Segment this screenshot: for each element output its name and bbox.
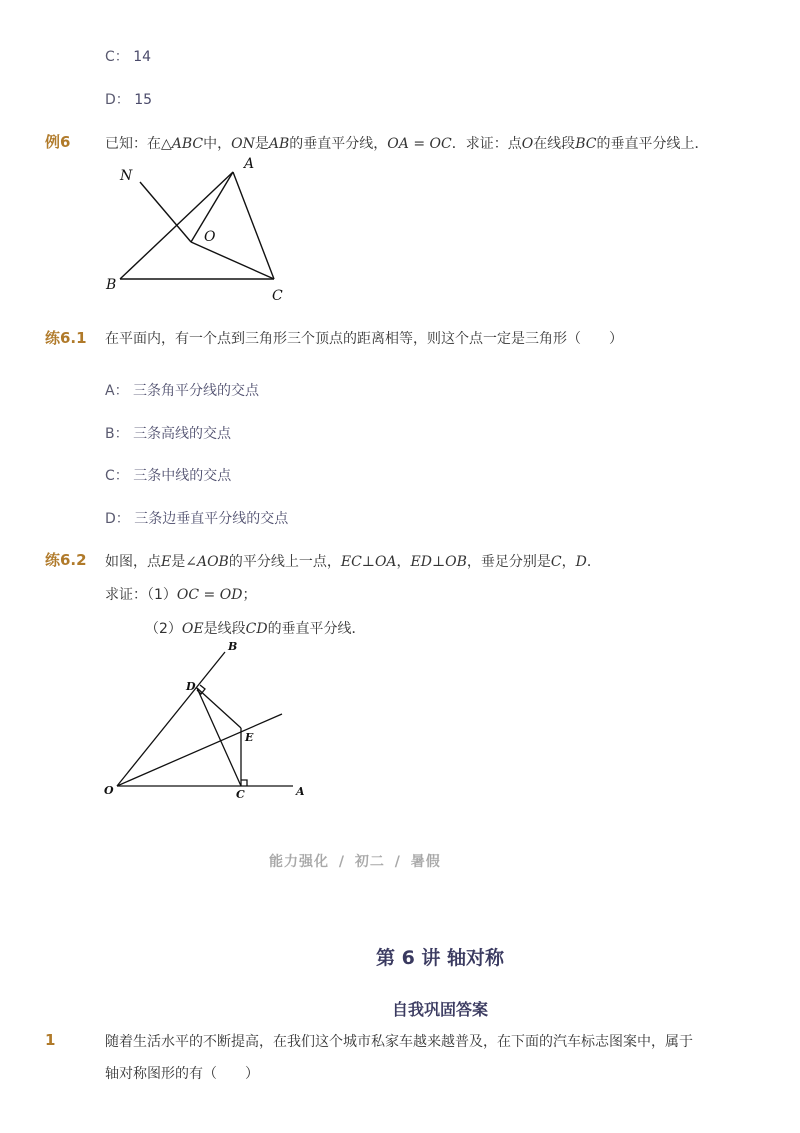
option-text: 三条角平分线的交点 <box>133 383 260 399</box>
statement-text: ， <box>396 554 411 570</box>
statement-text: 如图，点 <box>105 554 161 570</box>
statement-text: ，垂足分别是 <box>466 554 551 570</box>
exercise-label: 练6.2 <box>45 551 87 569</box>
option-text: 三条边垂直平分线的交点 <box>134 511 289 527</box>
option-letter: C： <box>105 468 129 484</box>
ray-ob <box>117 652 225 786</box>
statement-text: 是 <box>254 136 269 152</box>
statement-text: 是线段 <box>203 621 246 637</box>
segment-ed <box>197 688 241 728</box>
bisector-oe <box>117 714 282 786</box>
line-no <box>140 182 191 242</box>
statement-text: ．求证：点 <box>451 136 522 152</box>
math-segment: OE <box>181 621 204 637</box>
angle-bisector-figure <box>0 630 800 810</box>
math-perpendicular: ED⊥OB <box>410 554 467 570</box>
triangle-figure <box>0 0 800 320</box>
math-point: E <box>161 554 172 570</box>
math-point: D <box>575 554 587 570</box>
segment-dc <box>197 688 241 786</box>
statement-text: 的垂直平分线， <box>289 136 388 152</box>
label-c: C <box>272 288 283 304</box>
label-d: D <box>186 680 196 693</box>
math-segment: AB <box>268 136 290 152</box>
label-a: A <box>296 785 305 798</box>
statement-text: ； <box>242 587 257 603</box>
statement-text: 中， <box>203 136 232 152</box>
question-line-2: 轴对称图形的有（ ） <box>105 1066 259 1082</box>
statement-text: 的垂直平分线． <box>267 621 366 637</box>
label-b: B <box>106 277 117 293</box>
label-o: O <box>104 784 114 797</box>
page-footer <box>269 851 441 871</box>
math-angle: ∠AOB <box>185 554 229 570</box>
statement-text: 已知：在 <box>105 136 161 152</box>
chapter-title: 第 6 讲 轴对称 <box>375 947 505 969</box>
question-line-1: 随着生活水平的不断提高，在我们这个城市私家车越来越普及，在下面的汽车标志图案中，属于 <box>105 1034 693 1050</box>
option-letter: B： <box>105 426 129 442</box>
option-text: 三条中线的交点 <box>133 468 232 484</box>
math-segment: CD <box>245 621 268 637</box>
math-segment: BC <box>575 136 597 152</box>
exercise-question: 在平面内，有一个点到三角形三个顶点的距离相等，则这个点一定是三角形（ ） <box>105 331 623 347</box>
footer-separator: / <box>338 854 345 870</box>
statement-text: 在线段 <box>533 136 576 152</box>
statement-text: 的垂直平分线上． <box>596 136 709 152</box>
math-triangle: △ABC <box>161 136 204 152</box>
option-letter: A： <box>105 383 129 399</box>
option-letter: D： <box>105 92 130 108</box>
label-e: E <box>245 731 254 744</box>
option-letter: D： <box>105 511 130 527</box>
option-c <box>105 465 231 485</box>
exercise-statement <box>105 551 601 571</box>
footer-text: 暑假 <box>410 854 441 870</box>
option-b <box>105 423 231 443</box>
option-d <box>105 508 288 528</box>
statement-text: ， <box>561 554 576 570</box>
statement-text: 的平分线上一点， <box>228 554 341 570</box>
statement-text: ． <box>586 554 601 570</box>
math-perpendicular: EC⊥OA <box>340 554 397 570</box>
math-point: O <box>521 136 534 152</box>
math-point: C <box>550 554 562 570</box>
label-n: N <box>120 168 133 184</box>
option-text: 14 <box>133 49 152 65</box>
section-title: 自我巩固答案 <box>391 1000 488 1019</box>
right-angle-c <box>241 780 247 786</box>
option-text: 三条高线的交点 <box>133 426 232 442</box>
option-text: 15 <box>134 92 153 108</box>
exercise-label: 练6.1 <box>45 329 87 347</box>
proof-part-1 <box>105 584 256 604</box>
label-c: C <box>236 788 245 801</box>
option-letter: C： <box>105 49 129 65</box>
statement-text: 是 <box>171 554 186 570</box>
example-label: 例6 <box>45 133 71 151</box>
question-number: 1 <box>45 1031 56 1049</box>
footer-text: 初二 <box>354 854 385 870</box>
footer-separator: / <box>394 854 401 870</box>
math-segment: ON <box>231 136 255 152</box>
label-o: O <box>204 229 216 245</box>
math-equation: OC = OD <box>176 587 243 603</box>
label-b: B <box>228 640 238 653</box>
label-a: A <box>244 156 255 172</box>
statement-text: （2） <box>145 621 182 637</box>
statement-text: 求证：（1） <box>105 587 177 603</box>
math-equation: OA = OC <box>387 136 452 152</box>
footer-text: 能力强化 <box>269 854 329 870</box>
option-a <box>105 380 259 400</box>
